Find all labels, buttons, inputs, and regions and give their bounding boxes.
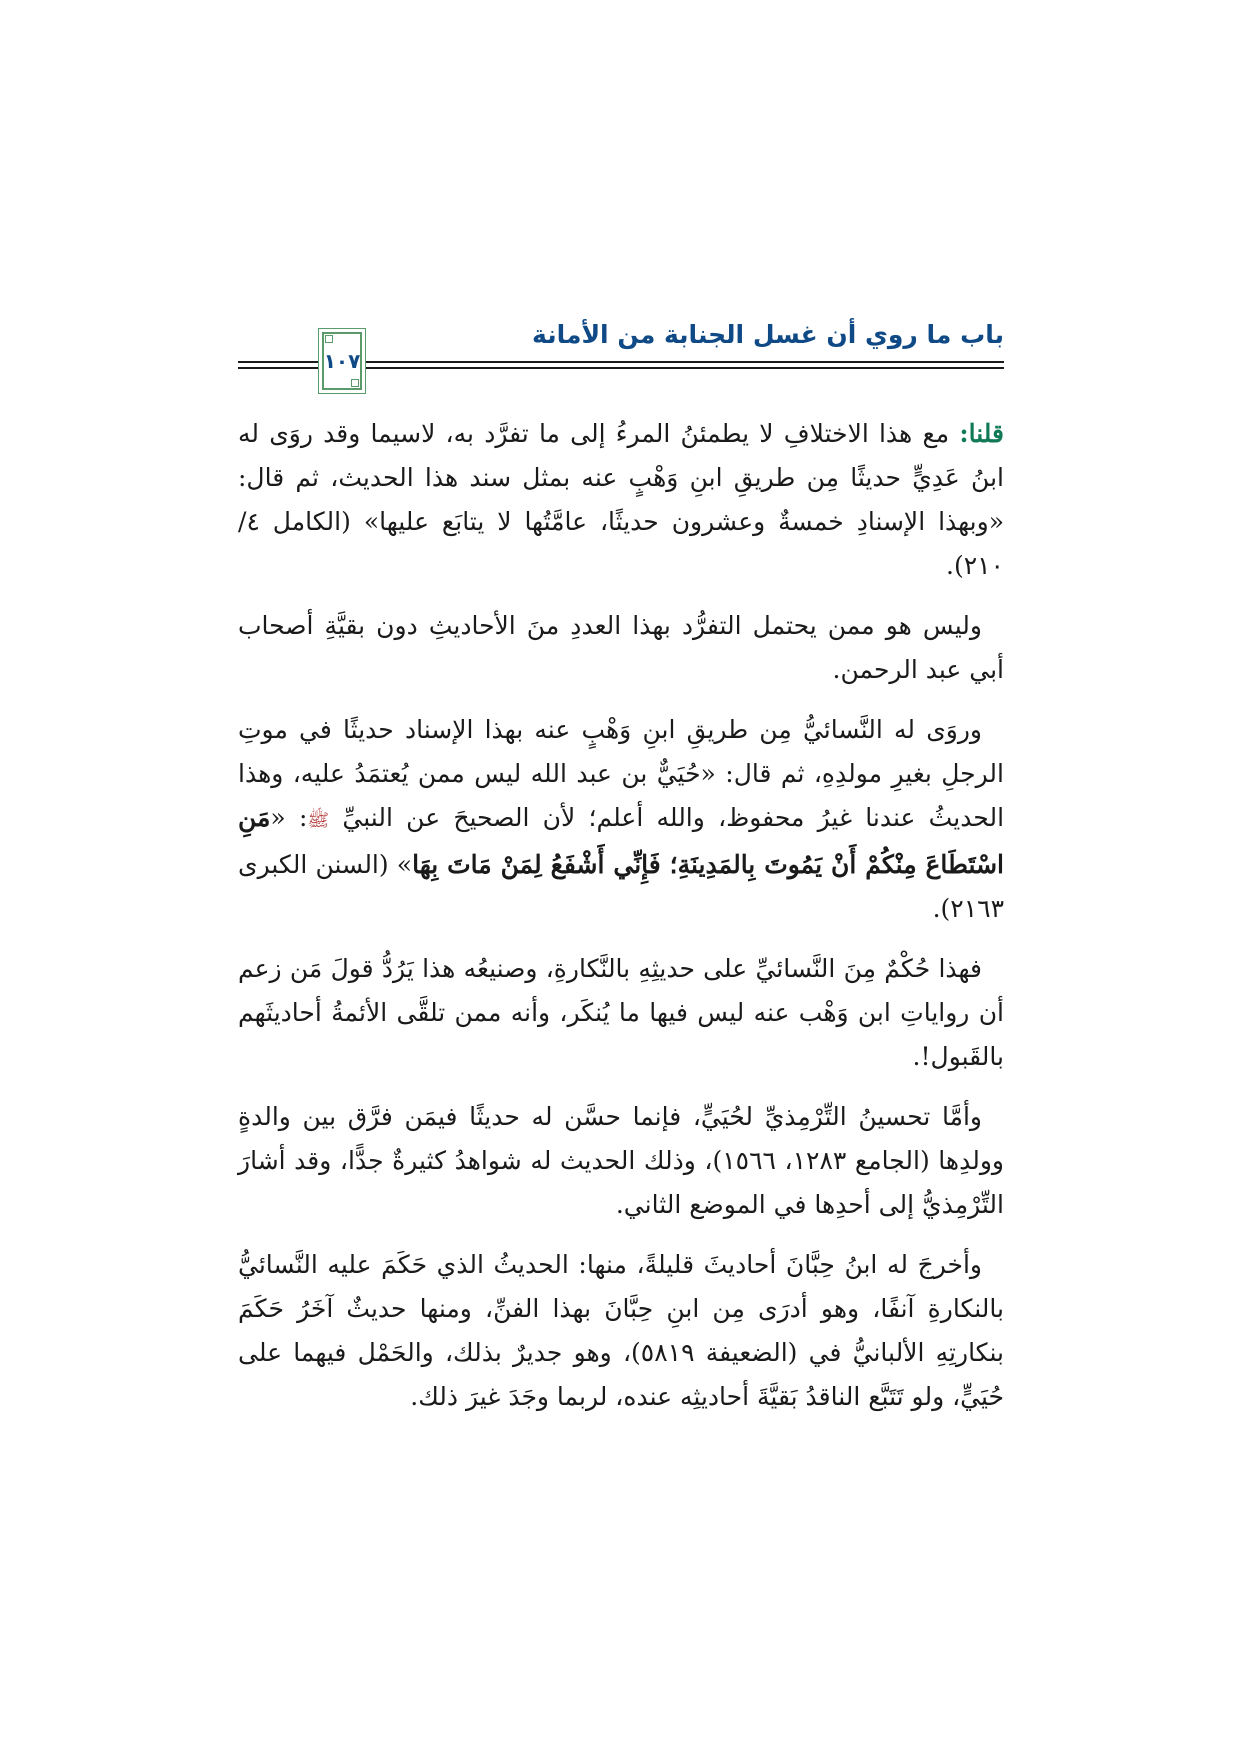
paragraph-1 <box>238 412 1004 588</box>
paragraph-2: وليس هو ممن يحتمل التفرُّد بهذا العددِ منَ الأحاديثِ دون بقيَّةِ أصحاب أبي عبد الرحمن. <box>238 611 1004 684</box>
hadith-text: مَنِ اسْتَطَاعَ مِنْكُمْ أَنْ يَمُوتَ بِالمَدِينَةِ؛ فَإِنِّي أَشْفَعُ لِمَنْ مَاتَ بِهَا <box>238 803 1004 879</box>
paragraph-6: وأخرجَ له ابنُ حِبَّانَ أحاديثَ قليلةً، منها: الحديثُ الذي حَكَمَ عليه النَّسائيُّ بالنكارةِ آنفًا، وهو أدرَى مِن ابنِ حِبَّانَ بهذا الفنِّ، ومنها حديثٌ آخَرُ حَكَمَ بنكارتِهِ الألبانيُّ في (الضعيفة ٥٨١٩)، وهو جديرٌ بذلك، والحَمْل فيهما على حُيَيٍّ، ولو تَتَبَّع الناقدُ بَقيَّةَ أحاديثِه عنده، لربما وجَدَ غيرَ ذلك. <box>238 1250 1004 1411</box>
salutation-glyph: ﷺ <box>307 810 330 831</box>
header-rule-right-lower <box>366 367 1004 369</box>
paragraph-3-text-b: : « <box>270 803 308 832</box>
paragraph-3 <box>238 708 1004 931</box>
page-number-frame <box>322 332 362 390</box>
header-rule-right-upper <box>366 361 1004 363</box>
page-header <box>238 318 1004 390</box>
page-body <box>238 412 1004 1435</box>
paragraph-4: فهذا حُكْمٌ مِنَ النَّسائيِّ على حديثِهِ بالنَّكارةِ، وصنيعُه هذا يَرُدُّ قولَ مَن زعم أن رواياتِ ابن وَهْب عنه ليس فيها ما يُنكَر، وأنه ممن تلقَّى الأئمةُ أحاديثَهم بالقَبول!. <box>238 954 1004 1071</box>
paragraph-1-text: مع هذا الاختلافِ لا يطمئنُ المرءُ إلى ما تفرَّد به، لاسيما وقد روَى له ابنُ عَدِيٍّ حديثًا مِن طريقِ ابنِ وَهْبٍ عنه بمثل سند هذا الحديث، ثم قال: «وبهذا الإسنادِ خمسةٌ وعشرون حديثًا، عامَّتُها لا يتابَع عليها» (الكامل ٤/ ٢١٠). <box>238 419 1004 580</box>
header-rule-left-lower <box>238 367 318 369</box>
paragraph-5: وأمَّا تحسينُ التِّرْمِذيِّ لحُيَيٍّ، فإنما حسَّن له حديثًا فيمَن فرَّق بين والدةٍ وولدِها (الجامع ١٢٨٣، ١٥٦٦)، وذلك الحديث له شواهدُ كثيرةٌ جدًّا، وقد أشارَ التِّرْمِذيُّ إلى أحدِها في الموضع الثاني. <box>238 1102 1004 1219</box>
page-number: ١٠٧ <box>323 349 361 373</box>
header-rule-left-upper <box>238 361 318 363</box>
lead-word: قلنا: <box>959 419 1004 448</box>
paragraph-3-text-a: وروَى له النَّسائيُّ مِن طريقِ ابنِ وَهْبٍ عنه بهذا الإسناد حديثًا في موتِ الرجلِ بغيرِ مولدِهِ، ثم قال: «حُيَيٌّ بن عبد الله ليس ممن يُعتمَدُ عليه، وهذا الحديثُ عندنا غيرُ محفوظ، والله أعلم؛ لأن الصحيحَ عن النبيِّ <box>238 715 1005 832</box>
paragraph-3-text-c: » (السنن الكبرى ٢١٦٣). <box>238 850 1004 923</box>
chapter-title: باب ما روي أن غسل الجنابة من الأمانة <box>532 320 1004 349</box>
